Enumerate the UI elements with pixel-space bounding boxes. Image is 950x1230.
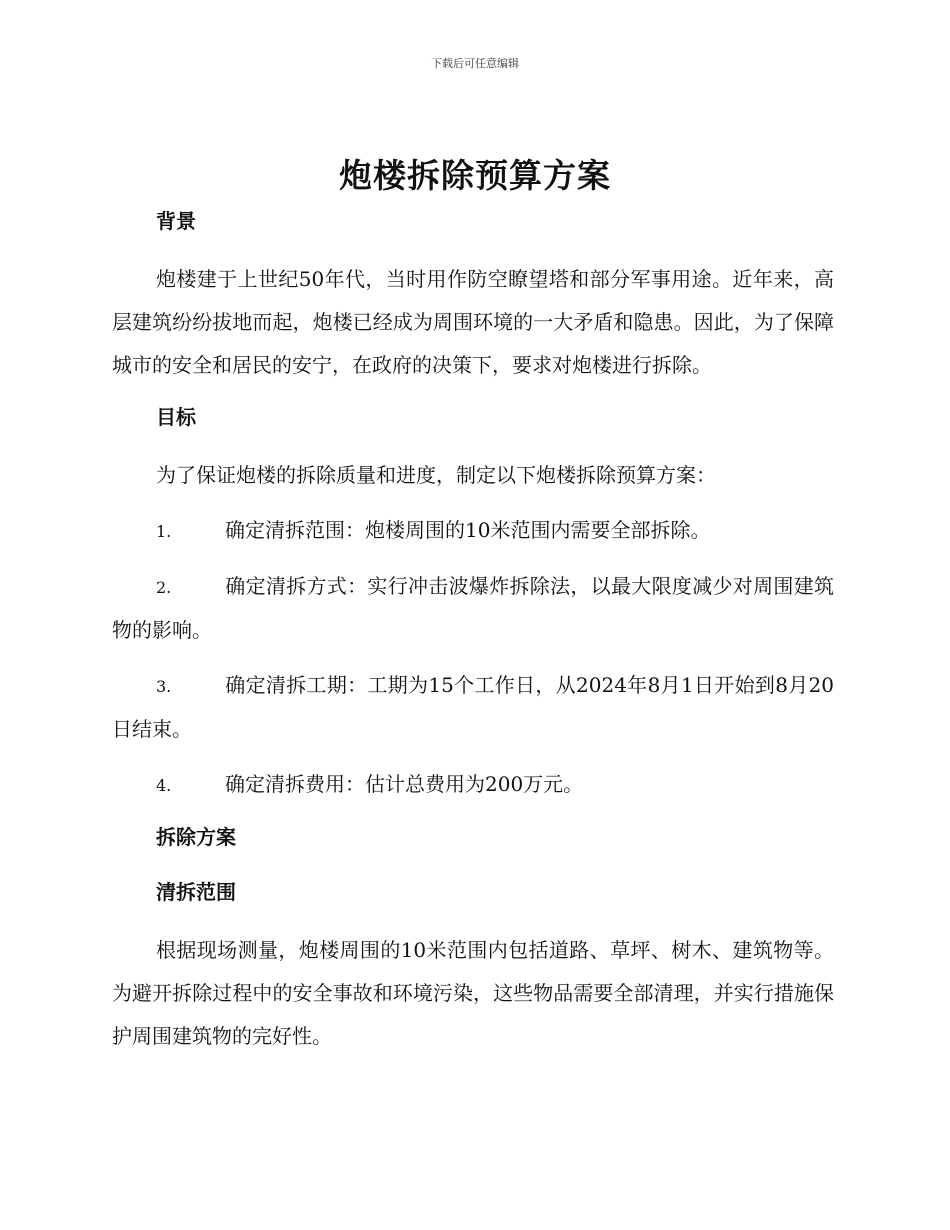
list-item xyxy=(112,509,834,553)
heading-demolition-plan: 拆除方案 xyxy=(156,825,236,849)
document-title: 炮楼拆除预算方案 xyxy=(339,156,611,195)
list-item xyxy=(112,763,834,807)
list-item xyxy=(112,565,834,652)
background-paragraph: 炮楼建于上世纪50年代，当时用作防空瞭望塔和部分军事用途。近年来，高层建筑纷纷拔地而起，炮楼已经成为周围环境的一大矛盾和隐患。因此，为了保障城市的安全和居民的安宁，在政府的决策下，要求对炮楼进行拆除。 xyxy=(112,267,834,377)
list-text: 确定清拆费用：估计总费用为200万元。 xyxy=(225,772,584,796)
list-number: 2. xyxy=(156,578,172,597)
list-text: 确定清拆工期：工期为15个工作日，从2024年8月1日开始到8月20日结束。 xyxy=(112,673,834,741)
list-text: 确定清拆方式：实行冲击波爆炸拆除法，以最大限度减少对周围建筑物的影响。 xyxy=(112,574,834,642)
scope-paragraph: 根据现场测量，炮楼周围的10米范围内包括道路、草坪、树木、建筑物等。为避开拆除过程中的安全事故和环境污染，这些物品需要全部清理，并实行措施保护周围建筑物的完好性。 xyxy=(112,938,834,1048)
list-text: 确定清拆范围：炮楼周围的10米范围内需要全部拆除。 xyxy=(225,518,711,542)
list-number: 4. xyxy=(156,776,172,795)
document-body xyxy=(112,203,834,1070)
heading-background: 背景 xyxy=(156,209,196,233)
list-number: 3. xyxy=(156,677,172,696)
list-number: 1. xyxy=(156,522,172,541)
list-item xyxy=(112,664,834,751)
header-note: 下载后可任意编辑 xyxy=(431,57,519,70)
heading-goal: 目标 xyxy=(156,405,196,429)
goal-intro-paragraph: 为了保证炮楼的拆除质量和进度，制定以下炮楼拆除预算方案： xyxy=(156,463,716,487)
heading-clearance-scope: 清拆范围 xyxy=(156,880,236,904)
